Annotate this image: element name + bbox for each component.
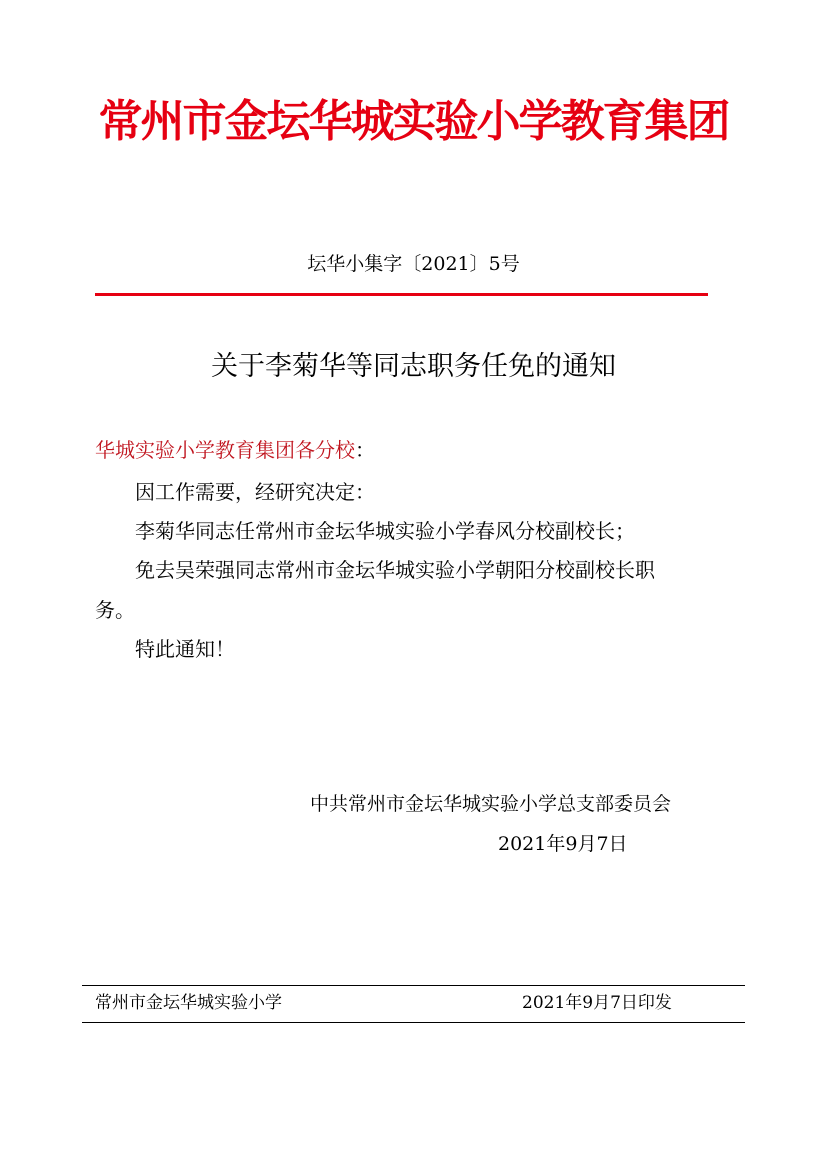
addressee (95, 440, 375, 460)
masthead-title: 常州市金坛华城实验小学教育集团 (98, 96, 729, 147)
body-line-dismissal-cont: 务。 (95, 598, 135, 622)
body-line-closing: 特此通知！ (135, 637, 235, 661)
addressee-org: 华城实验小学教育集团各分校 (95, 438, 355, 462)
notice-title: 关于李菊华等同志职务任免的通知 (211, 351, 616, 382)
footer-issuer: 常州市金坛华城实验小学 (95, 993, 282, 1013)
body-line-dismissal: 免去吴荣强同志常州市金坛华城实验小学朝阳分校副校长职 (135, 558, 655, 582)
footer-issue-date: 2021年9月7日印发 (522, 993, 672, 1013)
signature-org: 中共常州市金坛华城实验小学总支部委员会 (310, 793, 672, 815)
body-line-decision: 因工作需要，经研究决定： (135, 480, 375, 504)
document-number: 坛华小集字〔2021〕5号 (307, 253, 520, 275)
red-divider (95, 293, 708, 296)
body-line-appointment: 李菊华同志任常州市金坛华城实验小学春风分校副校长； (135, 519, 635, 543)
addressee-colon: ： (355, 438, 375, 462)
signature-date: 2021年9月7日 (498, 833, 628, 855)
footer-rule-top (82, 985, 745, 986)
footer-rule-bottom (82, 1022, 745, 1023)
